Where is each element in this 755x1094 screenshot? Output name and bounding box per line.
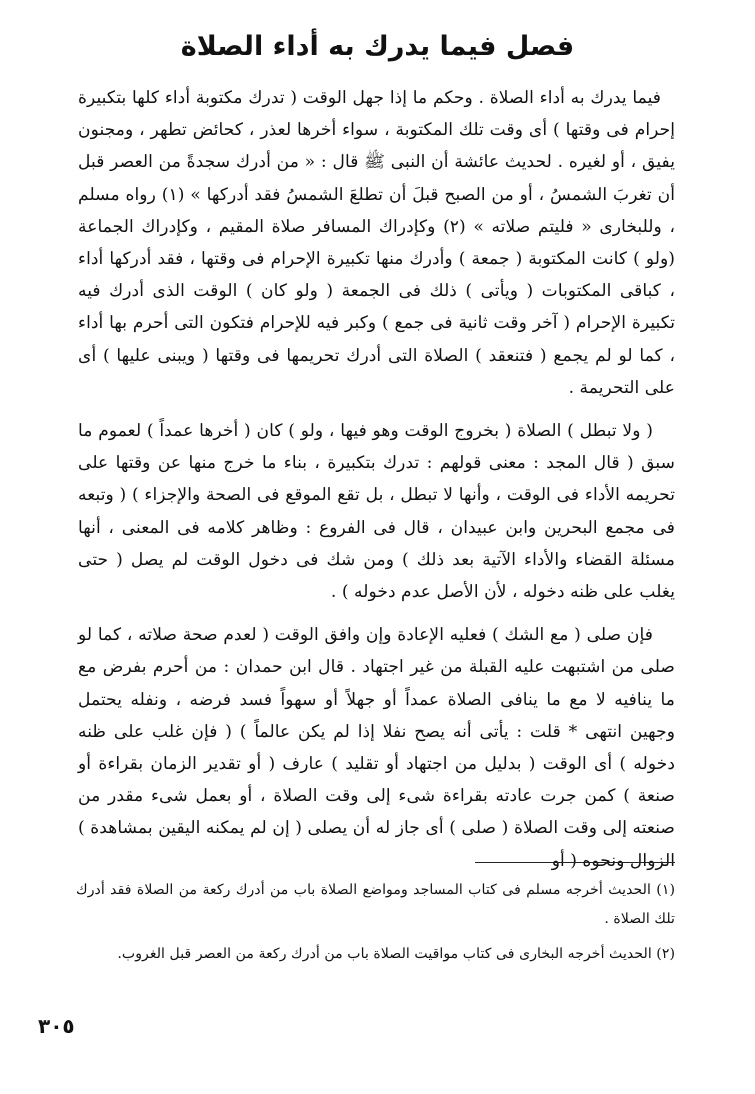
footnotes [76,876,675,975]
footnote-divider [475,862,675,863]
body-paragraph-2: ( ولا تبطل ) الصلاة ( بخروج الوقت وهو فيها ، ولو ) كان ( أخرها عمداً ) لعموم ما سبق ( قال المجد : معنى قولهم : تدرك بتكبيرة ، بناء ما خرج منها عن وقتها على تحريمه الأداء فى الوقت ، وأنها لا تبطل ، بل تقع الموقع فى الصحة والإجزاء ) ( وتبعه فى مجمع البحرين وابن عبيدان ، قال فى الفروع : وظاهر كلامه فى المعنى ، أنها مسئلة القضاء والأداء الآتية بعد ذلك ) ومن شك فى دخول الوقت لم يصل ( حتى يغلب على ظنه دخوله ، لأن الأصل عدم دخوله ) . [78,421,675,603]
body-text [78,82,675,888]
page-number: ٣٠٥ [38,1014,75,1038]
chapter-title: فصل فيما يدرك به أداء الصلاة [180,31,575,62]
body-paragraph-3: فإن صلى ( مع الشك ) فعليه الإعادة وإن وافق الوقت ( لعدم صحة صلاته ، كما لو صلى من اشتبهت عليه القبلة من غير اجتهاد . قال ابن حمدان : من أحرم بفرض مع ما ينافيه لا مع ما ينافى الصلاة عمداً أو جهلاً أو سهواً فسد فرضه ، ونفله يحتمل وجهين انتهى * قلت : يأتى أنه يصح نفلا إذا لم يكن عالماً ) ( فإن غلب على ظنه دخوله ) أى الوقت ( بدليل من اجتهاد أو تقليد ) عارف ( أو تقدير الزمان بقراءة أو صنعة ) كمن جرت عادته بقراءة شىء إلى وقت الصلاة ، أو بعمل شىء مقدر من صنعته إلى وقت الصلاة ( صلى ) أى جاز له أن يصلى ( إن لم يمكنه اليقين بمشاهدة ) الزوال ونحوه ( أو [78,625,675,871]
footnote-1: (١) الحديث أخرجه مسلم فى كتاب المساجد ومواضع الصلاة باب من أدرك ركعة من الصلاة فقد أدرك تلك الصلاة . [76,882,675,927]
body-paragraph-1: فيما يدرك به أداء الصلاة . وحكم ما إذا جهل الوقت ( تدرك مكتوبة أداء كلها بتكبيرة إحرام فى وقتها ) أى وقت تلك المكتوبة ، سواء أخرها لعذر ، كحائض تطهر ، ومجنون يفيق ، أو لغيره . لحديث عائشة أن النبى ﷺ قال : « من أدرك سجدةً من العصر قبل أن تغربَ الشمسُ ، أو من الصبح قبلَ أن تطلعَ الشمسُ فقد أدركها » (١) رواه مسلم ، وللبخارى « فليتم صلاته » (٢) وكإدراك المسافر صلاة المقيم ، وكإدراك الجماعة (ولو ) كانت المكتوبة ( جمعة ) وأدرك منها تكبيرة الإحرام فى وقتها ، فقد أدركها أداء ، كباقى المكتوبات ( ويأتى ) ذلك فى الجمعة ( ولو كان ) الوقت الذى أدرك فيه تكبيرة الإحرام ( آخر وقت ثانية فى جمع ) وكبر فيه للإحرام فتكون التى أحرم بها أداء ، كما لو لم يجمع ( فتنعقد ) الصلاة التى أدرك تحريمها فى وقتها ( ويبنى عليها ) أى على التحريمة . [78,88,676,398]
footnote-2: (٢) الحديث أخرجه البخارى فى كتاب مواقيت الصلاة باب من أدرك ركعة من العصر قبل الغروب. [117,946,675,962]
